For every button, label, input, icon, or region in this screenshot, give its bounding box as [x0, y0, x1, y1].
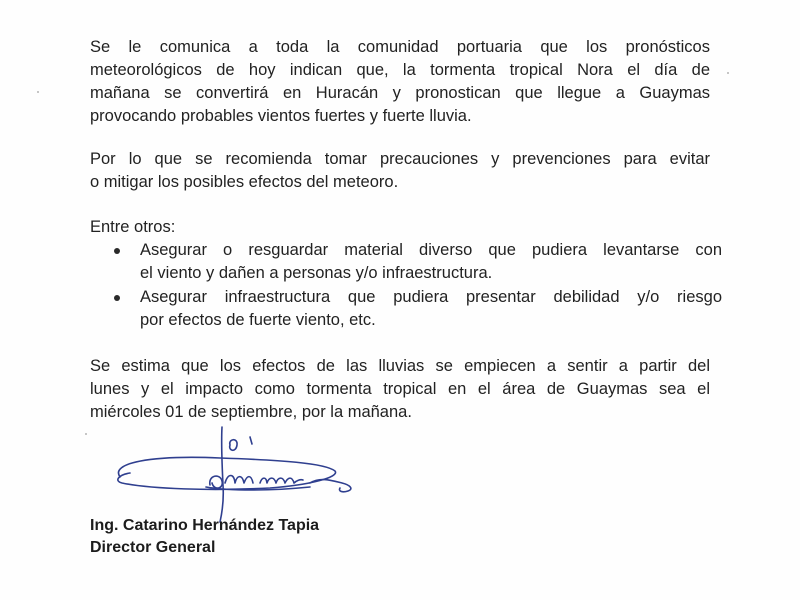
text-line: Entre otros: — [90, 218, 176, 236]
text-line: Asegurar infraestructura que pudiera presentar debilidad y/o riesgo — [140, 288, 722, 306]
text-line: mañana se convertirá en Huracán y pronostican que llegue a Guaymas — [90, 84, 710, 102]
text-line: Por lo que se recomienda tomar precauciones y prevenciones para evitar — [90, 150, 710, 168]
paragraph-recommendation — [90, 148, 710, 194]
text-line: provocando probables vientos fuertes y fuerte lluvia. — [90, 107, 472, 125]
text-line: por efectos de fuerte viento, etc. — [140, 311, 376, 329]
paragraph-list-intro — [90, 216, 710, 239]
handwritten-signature — [110, 425, 370, 525]
bullet-item — [140, 239, 722, 285]
paragraph-forecast — [90, 355, 710, 424]
text-line: Se estima que los efectos de las lluvias se empiecen a sentir a partir del — [90, 357, 710, 375]
paragraph-announcement — [90, 36, 710, 128]
bullet-item — [140, 286, 722, 332]
signatory-name: Ing. Catarino Hernández Tapia — [90, 517, 320, 534]
paper-speck — [85, 433, 87, 435]
bullet-icon — [114, 248, 120, 254]
text-line: miércoles 01 de septiembre, por la mañana. — [90, 403, 412, 421]
bullet-icon — [114, 295, 120, 301]
paper-speck — [37, 91, 39, 93]
text-line: Asegurar o resguardar material diverso que pudiera levantarse con — [140, 241, 722, 259]
text-line: lunes y el impacto como tormenta tropical en el área de Guaymas sea el — [90, 380, 710, 398]
text-line: o mitigar los posibles efectos del meteoro. — [90, 173, 399, 191]
text-line: meteorológicos de hoy indican que, la tormenta tropical Nora el día de — [90, 61, 710, 79]
paper-speck — [727, 72, 729, 74]
text-line: Se le comunica a toda la comunidad portuaria que los pronósticos — [90, 38, 710, 56]
text-line: el viento y dañen a personas y/o infraestructura. — [140, 264, 493, 282]
signatory-title: Director General — [90, 539, 216, 556]
